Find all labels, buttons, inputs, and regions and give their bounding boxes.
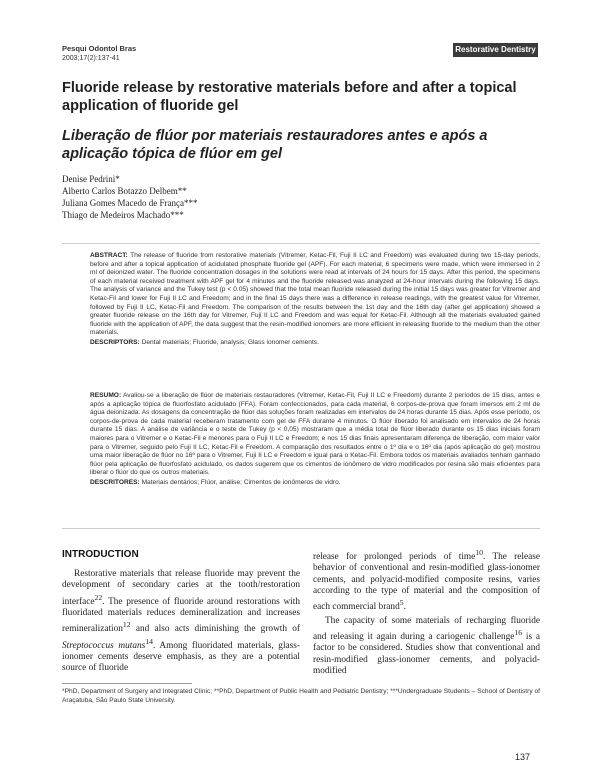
citation: 16 [514, 627, 523, 637]
species-name: Streptococcus mutans [62, 640, 146, 651]
resumo-label: RESUMO: [90, 392, 122, 399]
author: Juliana Gomes Macedo de França*** [62, 198, 198, 208]
paragraph: Restorative materials that release fluoride may prevent the development of secondary caries at the tooth/restoration interface$^{22}$. The presence of fluoride around restorations with fluoridated materials reduces demineralization and increases remineralization$^{12}$ and also acts diminishing the growth of Streptococcus mutans$^{14}$. Among fluoridated materials, glass-ionomer cements deserve emphasis, as they are a potential source of fluoride [62, 569, 300, 674]
author: Alberto Carlos Botazzo Delbem** [62, 186, 187, 196]
citation: 5 [399, 598, 404, 608]
title-english: Fluoride release by restorative materials before and after a topical application of fluoride gel [62, 80, 517, 114]
descritores-text: Materiais dentários; Flúor, análise; Cimentos de ionômeros de vidro. [141, 478, 341, 486]
abstract-text: The release of fluoride from restorative materials (Vitremer, Ketac-Fil, Fuji II LC and Freedom) was evaluated during two 15-day periods, before and after a topical application of acidulated phosphate fluoride gel (APF). For each material, 6 specimens were made, which were immersed in 2 ml of deionized water. The fluoride concentration dosages in the solutions were read at intervals of 24 hours for 15 days. After this period, the specimens of each material received treatment with APF gel for 4 minutes and the fluoride released was analyzed at 24-hour intervals during the following 15 days. The analysis of variance and the Tukey test (p < 0.05) showed that the total mean fluoride released during the initial 15 days was greater for Vitremer and Ketac-Fil and lower for Fuji II LC and Freedom; and in the final 15 days there was a difference in release readings, with the greatest value for Vitremer, followed by Fuji II LC, Ketac-Fil and Freedom. The comparison of the results between the 1st day and the 16th day (after gel application) showed a greater fluoride release on the 16th day for Vitremer, Fuji II LC and Freedom and was equal for Ketac-Fil. Although all the materials evaluated gained fluoride with the application of APF, the data suggest that the resin-modified ionomers are more efficient in releasing fluoride to the medium than the other materials. [90, 252, 540, 337]
body-column-right [313, 547, 540, 677]
abstract-label: ABSTRACT: [90, 252, 128, 259]
citation: 22 [94, 592, 103, 602]
descritores-label: DESCRITORES: [90, 478, 140, 486]
title-portuguese: Liberação de flúor por materiais restauradores antes e após a aplicação tópica de flúor em gel [62, 128, 488, 162]
abstract-english [90, 252, 540, 348]
citation: 14 [145, 636, 154, 646]
journal-name: Pesqui Odontol Bras [62, 44, 137, 53]
descriptors-text: Dental materials; Fluoride, analysis; Glass ionomer cements. [141, 338, 319, 346]
author: Thiago de Medeiros Machado*** [62, 210, 184, 220]
body-column-left [62, 569, 300, 675]
divider [62, 243, 540, 244]
citation: 10 [475, 548, 484, 557]
author: Denise Pedrini* [62, 174, 120, 184]
footnote-divider [62, 683, 192, 684]
citation: 12 [122, 620, 131, 630]
paragraph: release for prolonged periods of time$^{10}$. The release behavior of conventional and resin-modified glass-ionomer cements, and polyacid-modified composite resins, varies according to the type of material and the composition of each commercial brand$^5$. [313, 548, 540, 613]
volume-info: 2003;17(2):137-41 [62, 55, 120, 62]
section-badge: Restorative Dentistry [453, 43, 538, 57]
page-number: 137 [515, 752, 531, 762]
resumo-text: Avaliou-se a liberação de flúor de materiais restauradores (Vitremer, Ketac-Fil, Fuji II LC e Freedom) durante 2 períodos de 15 dias, antes e após a aplicação tópica de fluorfosfato acidulado (FFA). Foram confeccionados, para cada material, 6 corpos-de-prova que foram imersos em 2 ml de água deionizada. As dosagens da concentração de flúor das soluções foram realizadas em intervalos de 24 horas durante 15 dias. Após esse período, os corpos-de-prova de cada material receberam tratamento com gel de FFA durante 4 minutos. O flúor liberado foi analisado em intervalos de 24 horas durante 15 dias. A análise de variância e o teste de Tukey (p < 0,05) mostraram que a média total de flúor liberado durante os 15 dias iniciais foram maiores para o Vitremer e o Ketac-Fil e menores para o Fuji II LC e Freedom; e nos 15 dias finais apresentaram diferença de liberação, com maior valor para o Vitremer, seguido pelo Fuji II LC, Ketac-Fil e Freedom. A comparação dos resultados entre o 1º dia e o 16º dia (após aplicação do gel) mostrou uma maior liberação de flúor no 16º para o Vitremer, Fuji II LC e Freedom e igual para o Ketac-Fil. Embora todos os materiais avaliados tenham ganhado flúor pela aplicação de fluorfosfato acidulado, os dados sugerem que os cimentos de ionômero de vidro modificados por resina são mais eficientes para liberar o flúor do que os outros materiais. [90, 392, 540, 477]
author-list [62, 173, 197, 221]
section-heading: INTRODUCTION [62, 549, 139, 560]
divider [62, 528, 540, 529]
abstract-portuguese [90, 392, 540, 488]
paragraph: The capacity of some materials of recharging fluoride and releasing it again during a cariogenic challenge$^{16}$ is a factor to be considered. Studies show that conventional and resin-modified glass-ionomer cements, and polyacid-modified [313, 615, 541, 676]
descriptors-label: DESCRIPTORS: [90, 338, 140, 346]
footnote: *PhD, Department of Surgery and Integrated Clinic; **PhD, Department of Public Health and Pediatric Dentistry; ***Undergraduate Students – School of Dentistry of Araçatuba, São Paulo State University. [62, 688, 540, 704]
